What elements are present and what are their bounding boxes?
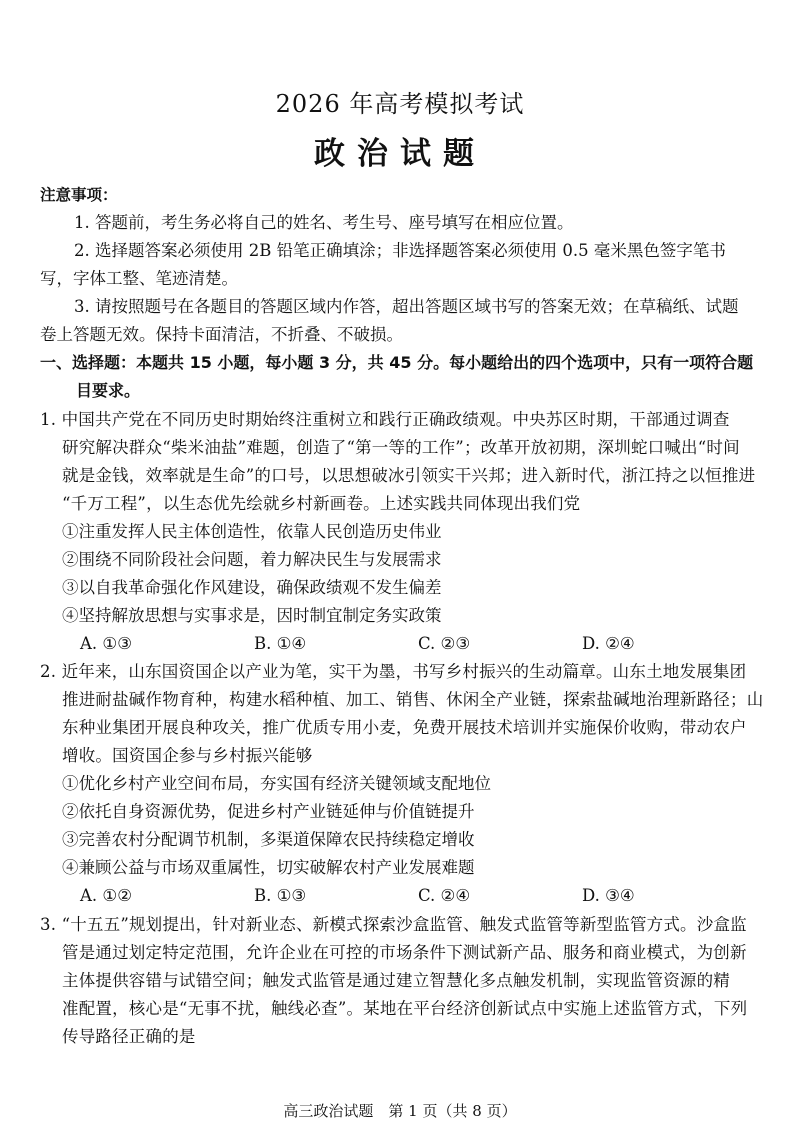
q1-option-c: C. ②③ <box>418 634 471 653</box>
q3-stem-line: 管是通过划定特定范围，允许企业在可控的市场条件下测试新产品、服务和商业模式，为创新 <box>62 943 747 962</box>
q1-option-d: D. ②④ <box>582 634 635 653</box>
q2-item: ②依托自身资源优势，促进乡村产业链延伸与价值链提升 <box>62 802 475 821</box>
section-heading-cont: 目要求。 <box>76 381 141 400</box>
q1-item: ④坚持解放思想与实事求是，因时制宜制定务实政策 <box>62 606 442 625</box>
q1-item: ①注重发挥人民主体创造性，依靠人民创造历史伟业 <box>62 522 442 541</box>
q1-stem-line: “千万工程”，以生态优先绘就乡村新画卷。上述实践共同体现出我们党 <box>62 494 581 513</box>
q2-option-d: D. ③④ <box>582 886 635 905</box>
q3-stem-line: 主体提供容错与试错空间；触发式监管是通过建立智慧化多点触发机制，实现监管资源的精 <box>62 971 730 990</box>
q2-stem-line: 推进耐盐碱作物育种，构建水稻种植、加工、销售、休闲全产业链，探索盐碱地治理新路径；山 <box>62 690 764 709</box>
q2-stem-line: 增收。国资国企参与乡村振兴能够 <box>62 746 313 765</box>
notice-line: 写，字体工整、笔迹清楚。 <box>40 269 238 288</box>
q1-stem-line: 就是金钱，效率就是生命”的口号，以思想破冰引领实干兴邦；进入新时代，浙江持之以恒推进 <box>62 466 756 485</box>
q2-stem-line: 2. 近年来，山东国资国企以产业为笔，实干为墨，书写乡村振兴的生动篇章。山东土地发展集团 <box>40 662 747 681</box>
section-heading: 一、选择题：本题共 15 小题，每小题 3 分，共 45 分。每小题给出的四个选项中，只有一项符合题 <box>40 353 754 372</box>
exam-title: 2026 年高考模拟考试 <box>275 90 525 118</box>
q1-stem-line: 1. 中国共产党在不同历史时期始终注重树立和践行正确政绩观。中央苏区时期，干部通过调查 <box>40 410 730 429</box>
q1-item: ③以自我革命强化作风建设，确保政绩观不发生偏差 <box>62 578 442 597</box>
q2-item: ①优化乡村产业空间布局，夯实国有经济关键领域支配地位 <box>62 774 491 793</box>
q2-option-a: A. ①② <box>80 886 132 905</box>
q1-item: ②围绕不同阶段社会问题，着力解决民生与发展需求 <box>62 550 442 569</box>
q3-stem-line: 准配置，核心是“无事不扰，触线必查”。某地在平台经济创新试点中实施上述监管方式，下列 <box>62 999 748 1018</box>
notice-line: 卷上答题无效。保持卡面清洁，不折叠、不破损。 <box>40 325 403 344</box>
q2-option-b: B. ①③ <box>254 886 307 905</box>
subject-title: 政治试题 <box>314 136 486 172</box>
notice-heading: 注意事项： <box>40 186 118 204</box>
notice-line: 3. 请按照题号在各题目的答题区域内作答，超出答题区域书写的答案无效；在草稿纸、试题 <box>74 297 739 316</box>
q2-item: ④兼顾公益与市场双重属性，切实破解农村产业发展难题 <box>62 858 475 877</box>
q1-option-b: B. ①④ <box>254 634 307 653</box>
q2-option-c: C. ②④ <box>418 886 471 905</box>
q2-stem-line: 东种业集团开展良种攻关，推广优质专用小麦，免费开展技术培训并实施保价收购，带动农户 <box>62 718 747 737</box>
notice-line: 1. 答题前，考生务必将自己的姓名、考生号、座号填写在相应位置。 <box>74 213 574 232</box>
q2-item: ③完善农村分配调节机制，多渠道保障农民持续稳定增收 <box>62 830 475 849</box>
page-footer: 高三政治试题 第 1 页（共 8 页） <box>283 1102 517 1120</box>
q1-option-a: A. ①③ <box>80 634 132 653</box>
q3-stem-line: 3. “十五五”规划提出，针对新业态、新模式探索沙盒监管、触发式监管等新型监管方式。沙盒监 <box>40 915 747 934</box>
q1-stem-line: 研究解决群众“柴米油盐”难题，创造了“第一等的工作”；改革开放初期，深圳蛇口喊出“时间 <box>62 438 740 457</box>
notice-line: 2. 选择题答案必须使用 2B 铅笔正确填涂；非选择题答案必须使用 0.5 毫米黑色签字笔书 <box>74 241 726 260</box>
q3-stem-line: 传导路径正确的是 <box>62 1027 196 1046</box>
